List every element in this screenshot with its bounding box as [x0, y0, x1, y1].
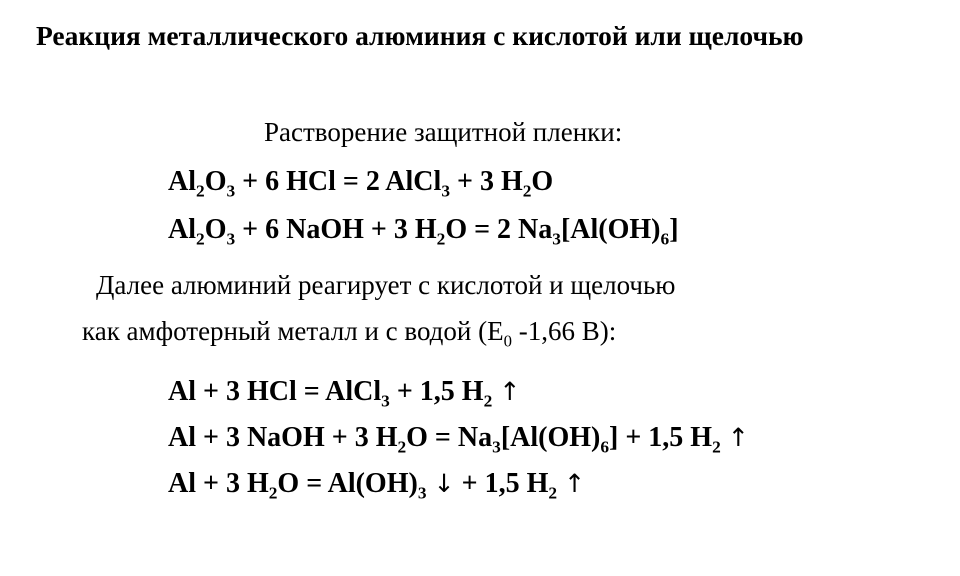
subscript: 2	[196, 181, 205, 201]
subscript: 2	[436, 229, 446, 249]
formula-text	[721, 422, 728, 453]
subscript: 3	[381, 391, 390, 411]
formula-text: O = 2 Na	[445, 214, 553, 245]
subscript: 2	[712, 437, 721, 457]
equation-al2o3-hcl	[168, 166, 554, 201]
subscript: 6	[600, 437, 610, 457]
slide-title: Реакция металлического алюминия с кислотой или щелочью	[36, 20, 804, 51]
subscript: 3	[441, 181, 450, 201]
subscript: 3	[417, 483, 427, 503]
formula-text: ] + 1,5 H	[609, 422, 713, 453]
formula-text: O = Na	[406, 422, 493, 453]
paragraph-line-2-tail: -1,66 В):	[511, 316, 617, 346]
subscript: 3	[552, 229, 561, 249]
formula-text: [Al(OH)	[500, 422, 601, 453]
paragraph-line-2	[82, 316, 617, 351]
formula-text: + 6 HCl = 2 AlCl	[235, 166, 442, 197]
subscript: 3	[226, 181, 236, 201]
formula-text	[557, 468, 564, 499]
formula-text: O	[531, 166, 554, 197]
gas-arrow-up-icon: ↑	[499, 377, 521, 406]
subscript: 6	[660, 229, 670, 249]
formula-text: + 6 NaOH + 3 H	[235, 214, 437, 245]
formula-text: O	[204, 214, 227, 245]
paragraph-line-2-subscript: 0	[503, 331, 512, 351]
paragraph-line-2-text: как амфотерный металл и с водой (E	[82, 316, 504, 346]
gas-arrow-up-icon: ↑	[564, 469, 586, 498]
paragraph-line-1: Далее алюминий реагирует с кислотой и щелочью	[96, 270, 676, 300]
formula-text: + 1,5 H	[389, 376, 484, 407]
precipitate-arrow-down-icon: ↓	[433, 469, 455, 498]
formula-text: Al + 3 NaOH + 3 H	[168, 422, 398, 453]
subscript: 2	[268, 483, 278, 503]
formula-text: O = Al(OH)	[277, 468, 418, 499]
gas-arrow-up-icon: ↑	[727, 423, 749, 452]
equation-al-h2o	[168, 468, 586, 503]
subscript: 2	[397, 437, 407, 457]
formula-text	[427, 468, 434, 499]
equation-al-naoh	[168, 422, 749, 457]
formula-text: Al	[168, 214, 196, 245]
subscript: 2	[522, 181, 532, 201]
subscript: 2	[196, 229, 205, 249]
formula-text: Al + 3 H	[168, 468, 269, 499]
formula-text: [Al(OH)	[560, 214, 661, 245]
subscript: 3	[492, 437, 501, 457]
formula-text: Al	[168, 166, 196, 197]
formula-text: + 1,5 H	[454, 468, 549, 499]
subscript: 2	[483, 391, 493, 411]
formula-text: Al + 3 HCl = AlCl	[168, 376, 382, 407]
formula-text: O	[204, 166, 227, 197]
formula-text: ]	[669, 214, 679, 245]
equation-al-hcl	[168, 376, 521, 411]
formula-text: + 3 H	[450, 166, 523, 197]
equation-al2o3-naoh	[168, 214, 679, 249]
subscript: 2	[548, 483, 558, 503]
film-dissolution-heading: Растворение защитной пленки:	[264, 117, 623, 147]
subscript: 3	[226, 229, 236, 249]
